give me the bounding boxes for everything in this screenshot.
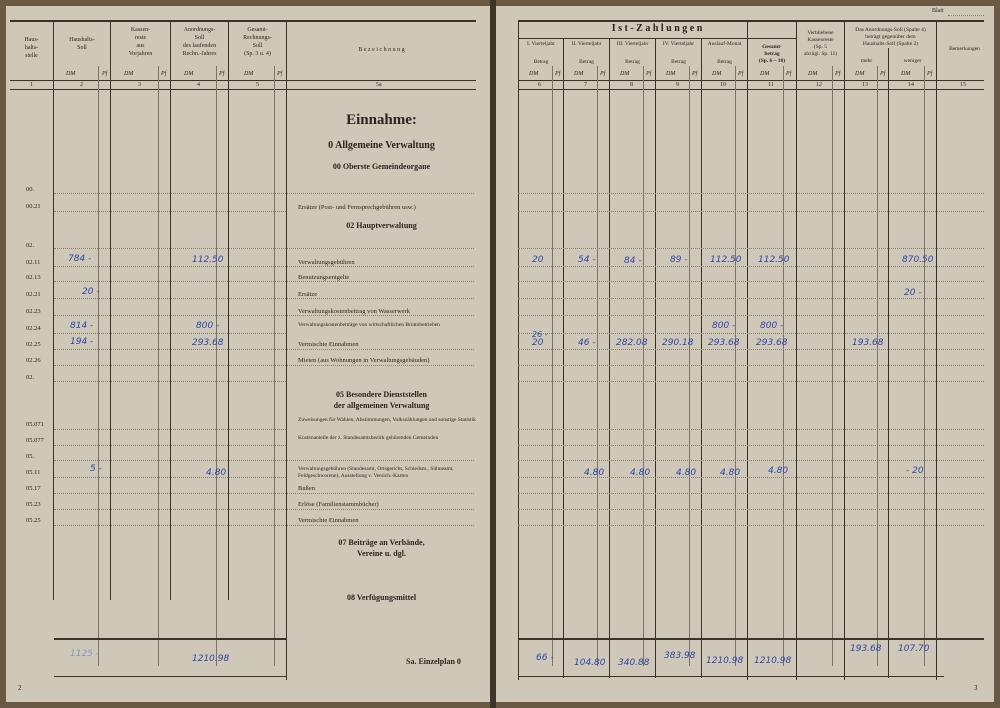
hw-value: 293.68	[708, 338, 740, 348]
row-desc: Verwaltungsgebühren	[298, 259, 355, 266]
row-desc: Zuweisungen für Wahlen, Abstimmungen, Volkszählungen und sonstige Statistik	[298, 417, 476, 423]
totals-bottom-rule	[54, 676, 286, 677]
hw-value: 4.80	[584, 468, 605, 478]
row-desc: Verwaltungskostenbeitrag von Wasserwerk	[298, 308, 410, 315]
right-page	[496, 6, 994, 702]
hw-value: 4.80	[768, 466, 789, 476]
pf-label: Pf	[646, 71, 652, 77]
header-top-rule	[10, 20, 476, 22]
title-einnahme: Einnahme:	[346, 112, 417, 128]
col-number: 5a	[376, 82, 382, 88]
col-number: 5	[256, 82, 259, 88]
row-code: 02.26	[26, 357, 41, 364]
auslauf-header: Auslauf-Monat	[707, 41, 742, 47]
title-allgemeine-verwaltung: 0 Allgemeine Verwaltung	[328, 140, 435, 151]
row-desc: Kostenanteile der z. Standesamtsbezirk gehörenden Gemeinden	[298, 435, 439, 441]
col-number: 7	[584, 82, 587, 88]
row-code: 05.23	[26, 501, 41, 508]
betrag-label: Betrag	[579, 59, 594, 65]
gesamt-header: Gesamt- betrag (Sp. 6 – 10)	[758, 44, 786, 64]
row-code: 00.	[26, 186, 35, 193]
col-anordnungssoll-header: Anordnungs- Soll des laufenden Rechn.-Jahres	[182, 27, 217, 57]
row-code: 02.11	[26, 259, 41, 266]
row-code: 02.23	[26, 308, 41, 315]
handwritten-soll: 194 -	[70, 337, 94, 347]
col-number: 8	[630, 82, 633, 88]
total-q2: 104.80	[574, 658, 606, 668]
totals-rule	[54, 638, 286, 640]
row-code: 02.	[26, 374, 35, 381]
mehr-header: mehr	[860, 58, 873, 64]
row-desc: Vermischte Einnahmen	[298, 341, 359, 348]
hw-value: 193.68	[852, 338, 884, 348]
row-code: 02.21	[26, 291, 41, 298]
header-bottom-rule	[10, 80, 476, 81]
row-desc: Verwaltungskostenbeiträge von wirtschaftlichen Bruttobetrieben	[298, 322, 440, 328]
subtitle-05: 05 Besondere Dienststellen der allgemeinen Verwaltung	[333, 390, 430, 410]
hw-value: 4.80	[720, 468, 741, 478]
hw-value: 870.50	[902, 255, 934, 265]
pf-label: Pf	[555, 71, 561, 77]
pf-label: Pf	[786, 71, 792, 77]
subtitle-02: 02 Hauptverwaltung	[346, 221, 417, 230]
colnum-rule	[518, 89, 984, 90]
handwritten-soll: 20 -	[82, 287, 100, 297]
page-number-right: 3	[974, 684, 978, 692]
col-gesamt-header: Gesamt- Rechnungs- Soll (Sp. 3 u. 4)	[243, 27, 272, 57]
row-desc: Erlöse (Familienstammbücher)	[298, 501, 379, 508]
row-code: 02.24	[26, 325, 41, 332]
dm-label: DM	[124, 71, 134, 77]
total-weniger: 107.70	[898, 644, 930, 654]
dm-label: DM	[901, 71, 911, 77]
row-code: 05.077	[26, 437, 44, 444]
weniger-header: weniger	[903, 58, 922, 64]
col-number: 13	[862, 82, 868, 88]
ist-zahlungen-title: I s t - Z a h l u n g e n	[611, 23, 703, 34]
dm-label: DM	[808, 71, 818, 77]
q2-header: II. Vierteljahr	[571, 41, 602, 47]
dm-label: DM	[666, 71, 676, 77]
q3-header: III. Vierteljahr	[616, 41, 649, 47]
total-anord: 1210.98	[192, 654, 230, 664]
row-code: 05.	[26, 453, 35, 460]
hw-value: 112.50	[710, 255, 742, 265]
row-desc: Mieten (aus Wohnungen in Verwaltungsgebäuden)	[298, 357, 430, 364]
col-number: 11	[768, 82, 774, 88]
hw-value: 20 -	[904, 288, 922, 298]
col-number: 4	[197, 82, 200, 88]
dm-label: DM	[620, 71, 630, 77]
q4-header: IV. Vierteljahr	[662, 41, 695, 47]
col-number: 14	[908, 82, 914, 88]
row-desc: Benutzungsentgelte	[298, 274, 350, 281]
dm-label: DM	[855, 71, 865, 77]
betrag-label: Betrag	[625, 59, 640, 65]
col-number: 15	[960, 82, 966, 88]
handwritten-soll: 814 -	[70, 321, 94, 331]
row-code: 05.17	[26, 485, 41, 492]
anordnungssoll-diff-header: Das Anordnungs-Soll (Spalte 4) beträgt gegenüber dem Haushalts-Soll (Spalte 2)	[855, 27, 926, 47]
col-number: 10	[720, 82, 726, 88]
blatt-label: Blatt	[932, 8, 944, 14]
dm-label: DM	[66, 71, 76, 77]
hw-value: - 20	[906, 466, 924, 476]
pf-label: Pf	[927, 71, 933, 77]
pf-label: Pf	[600, 71, 606, 77]
hw-value: 800 -	[760, 321, 784, 331]
subtitle-00: 00 Oberste Gemeindeorgane	[332, 162, 431, 171]
total-gesamt: 1210.98	[754, 656, 792, 666]
col-number: 12	[816, 82, 822, 88]
ist-subrule	[518, 38, 796, 39]
pf-label: Pf	[738, 71, 744, 77]
pf-label: Pf	[692, 71, 698, 77]
betrag-label: Betrag	[533, 59, 549, 65]
handwritten-soll: 5 -	[90, 464, 102, 474]
hw-value: 89 -	[670, 255, 688, 265]
pf-label: Pf	[219, 71, 225, 77]
dm-label: DM	[244, 71, 254, 77]
betrag-label: Betrag	[717, 59, 732, 65]
col-number: 3	[138, 82, 141, 88]
hw-value: 4.80	[630, 468, 651, 478]
pf-label: Pf	[161, 71, 167, 77]
handwritten-anord: 293.68	[192, 338, 224, 348]
hw-value: 800 -	[712, 321, 736, 331]
left-page	[6, 6, 490, 702]
dm-label: DM	[712, 71, 722, 77]
dm-label: DM	[184, 71, 194, 77]
col-number: 6	[538, 82, 541, 88]
handwritten-anord: 800 -	[196, 321, 220, 331]
row-desc: Vermischte Einnahmen	[298, 517, 359, 524]
row-desc: Bußen	[298, 485, 315, 492]
handwritten-anord: 112.50	[192, 255, 224, 265]
pf-label: Pf	[102, 71, 108, 77]
row-code: 02.	[26, 242, 35, 249]
total-q3: 340.88	[618, 658, 650, 668]
hw-value: 282.08	[616, 338, 648, 348]
pf-label: Pf	[277, 71, 283, 77]
row-code: 05.071	[26, 421, 44, 428]
total-soll: 1125 -	[70, 649, 100, 659]
row-desc: Verwaltungsgebühren (Standesamt, Ortsgericht, Schiedsm., Sühneamt, Feldgeschworene), Ausstellung v. Versich.-Karten	[298, 466, 454, 479]
hw-value: 112.50	[758, 255, 790, 265]
col-number: 1	[30, 82, 33, 88]
dm-label: DM	[529, 71, 539, 77]
row-code: 05.11	[26, 469, 41, 476]
row-code: 02.25	[26, 341, 41, 348]
hw-value: 46 -	[578, 338, 596, 348]
total-q1: 66 -	[536, 653, 554, 663]
col-haushaltsstelle-header: Haus- halts- stelle	[24, 37, 39, 59]
handwritten-soll: 784 -	[68, 254, 92, 264]
row-desc: Ersätze	[298, 291, 318, 298]
total-q4: 383.98	[664, 651, 696, 661]
hw-value: 20	[532, 255, 544, 265]
pf-label: Pf	[880, 71, 886, 77]
hw-value: 54 -	[578, 255, 596, 265]
pf-label: Pf	[835, 71, 841, 77]
hw-value: 26 -	[532, 330, 548, 339]
header-top-rule	[518, 20, 984, 22]
hw-value: 20	[532, 338, 544, 348]
subtitle-07: 07 Beiträge an Verbände, Vereine u. dgl.	[338, 538, 425, 558]
colnum-rule	[10, 89, 476, 90]
col-bezeichnung-header: B e z e i c h n u n g	[358, 47, 405, 53]
total-mehr: 193.68	[850, 644, 882, 654]
page-number-left: 2	[18, 684, 22, 692]
totals-bottom-rule	[518, 676, 944, 677]
dm-label: DM	[760, 71, 770, 77]
col-kassenreste-header: Kassen- reste aus Vorjahren	[128, 27, 153, 57]
hw-value: 290.18	[662, 338, 694, 348]
total-label: Sa. Einzelplan 0	[406, 657, 461, 666]
row-code: 05.25	[26, 517, 41, 524]
row-desc: Ersätze (Post- und Fernsprechgebühren usw.)	[298, 204, 416, 211]
header-bottom-rule	[518, 80, 984, 81]
row-code: 00.21	[26, 203, 41, 210]
col-number: 9	[676, 82, 679, 88]
bemerkungen-header: Bemerkungen	[949, 46, 980, 52]
col-haushaltssoll-header: Haushalts- Soll	[69, 37, 95, 51]
handwritten-anord: 4.80	[206, 468, 227, 478]
hw-value: 84 -	[624, 256, 642, 266]
verbliebene-header: Verbliebene Kassenreste (Sp. 5 abzügl. Sp. 11)	[803, 30, 838, 57]
total-auslauf: 1210.98	[706, 656, 744, 666]
row-code: 02.13	[26, 274, 41, 281]
q1-header: I. Vierteljahr	[527, 41, 555, 47]
hw-value: 4.80	[676, 468, 697, 478]
hw-value: 293.68	[756, 338, 788, 348]
col-number: 2	[80, 82, 83, 88]
dm-label: DM	[574, 71, 584, 77]
betrag-label: Betrag	[671, 59, 686, 65]
subtitle-08: 08 Verfügungsmittel	[346, 593, 417, 602]
totals-rule	[518, 638, 984, 640]
